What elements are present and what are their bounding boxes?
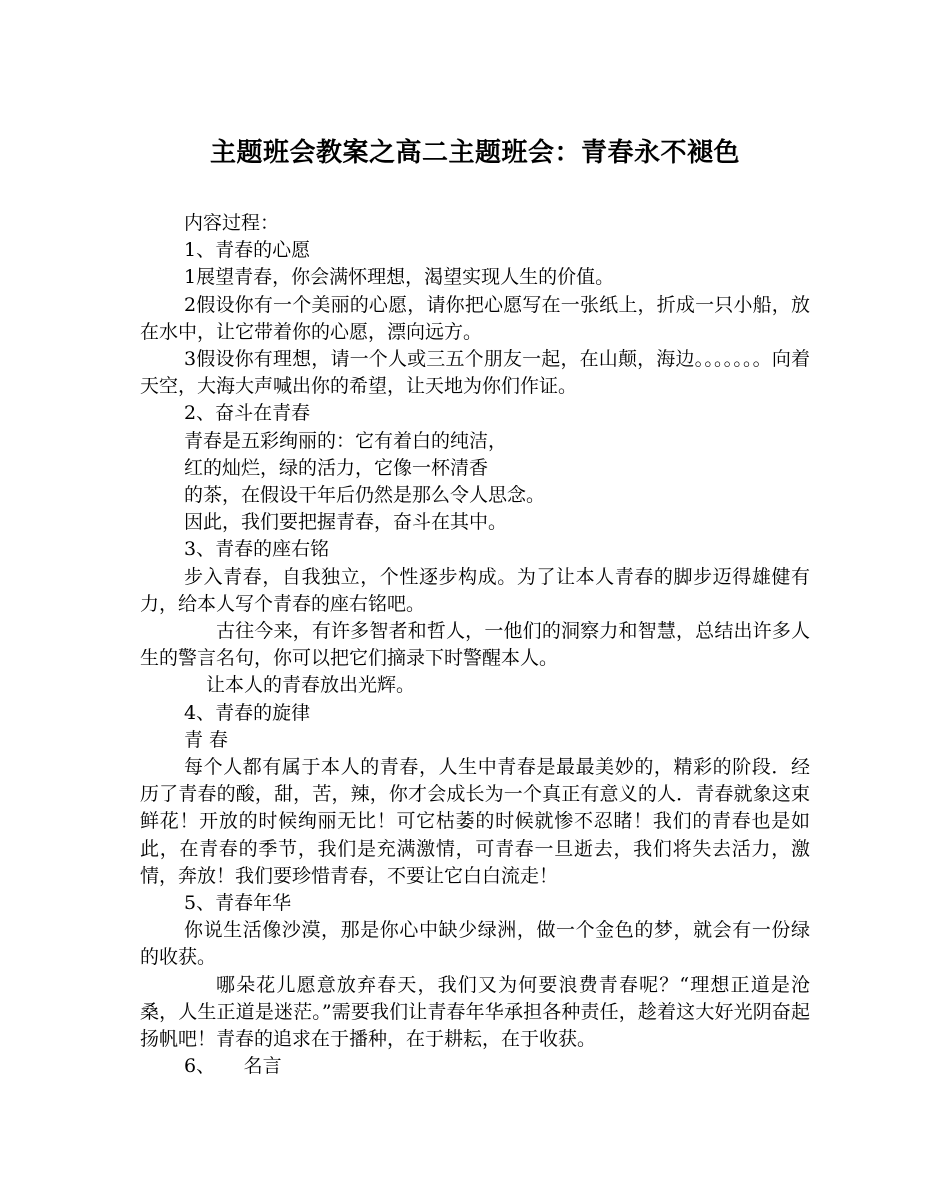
section-heading-2: 2、奋斗在青春 bbox=[184, 402, 311, 425]
section-heading-6: 6、 名言 bbox=[184, 1055, 282, 1078]
paragraph: 红的灿烂，绿的活力，它像一杯清香 bbox=[184, 456, 489, 479]
paragraph: 你说生活像沙漠，那是你心中缺少绿洲，做一个金色的梦，就会有一份绿的收获。 bbox=[140, 919, 810, 969]
section-heading-1: 1、青春的心愿 bbox=[184, 239, 311, 262]
paragraph: 3假设你有理想，请一个人或三五个朋友一起，在山颠，海边。。。。。。。向着天空，大海大声喊出你的希望，让天地为你们作证。 bbox=[140, 348, 810, 398]
section-heading-5: 5、青春年华 bbox=[184, 892, 292, 915]
paragraph: 1展望青春，你会满怀理想，渴望实现人生的价值。 bbox=[184, 266, 615, 289]
paragraph: 哪朵花儿愿意放弃春天，我们又为何要浪费青春呢？“理想正道是沧桑，人生正道是迷茫。”需要我们让青春年华承担各种责任，趁着这大好光阴奋起扬帆吧！青春的追求在于播种，在于耕耘，在于收获。 bbox=[140, 973, 810, 1051]
paragraph-process-heading: 内容过程： bbox=[184, 212, 280, 234]
document-title: 主题班会教案之高二主题班会：青春永不褪色 bbox=[209, 138, 740, 168]
section-heading-4: 4、青春的旋律 bbox=[184, 701, 311, 724]
section-heading-3: 3、青春的座右铭 bbox=[184, 538, 330, 561]
paragraph: 青春是五彩绚丽的：它有着白的纯洁， bbox=[184, 429, 508, 452]
paragraph: 步入青春，自我独立，个性逐步构成。为了让本人青春的脚步迈得雄健有力，给本人写个青春的座右铭吧。 bbox=[140, 565, 810, 615]
paragraph: 的茶，在假设干年后仍然是那么令人思念。 bbox=[184, 484, 546, 507]
paragraph: 2假设你有一个美丽的心愿，请你把心愿写在一张纸上，折成一只小船，放在水中，让它带着你的心愿，漂向远方。 bbox=[140, 293, 810, 343]
poem-title: 青 春 bbox=[184, 728, 229, 751]
paragraph: 每个人都有属于本人的青春，人生中青春是最最美妙的，精彩的阶段．经历了青春的酸，甜，苦，辣，你才会成长为一个真正有意义的人．青春就象这束鲜花！开放的时候绚丽无比！可它枯萎的时候就惨不忍睹！我们的青春也是如此，在青春的季节，我们是充满激情，可青春一旦逝去，我们将失去活力，激情，奔放！我们要珍惜青春，不要让它白白流走！ bbox=[140, 756, 810, 887]
document-body bbox=[140, 210, 810, 1081]
paragraph: 让本人的青春放出光辉。 bbox=[206, 674, 416, 697]
paragraph: 古往今来，有许多智者和哲人，一他们的洞察力和智慧，总结出许多人生的警言名句，你可以把它们摘录下时警醒本人。 bbox=[140, 620, 810, 670]
paragraph: 因此，我们要把握青春，奋斗在其中。 bbox=[184, 511, 508, 534]
